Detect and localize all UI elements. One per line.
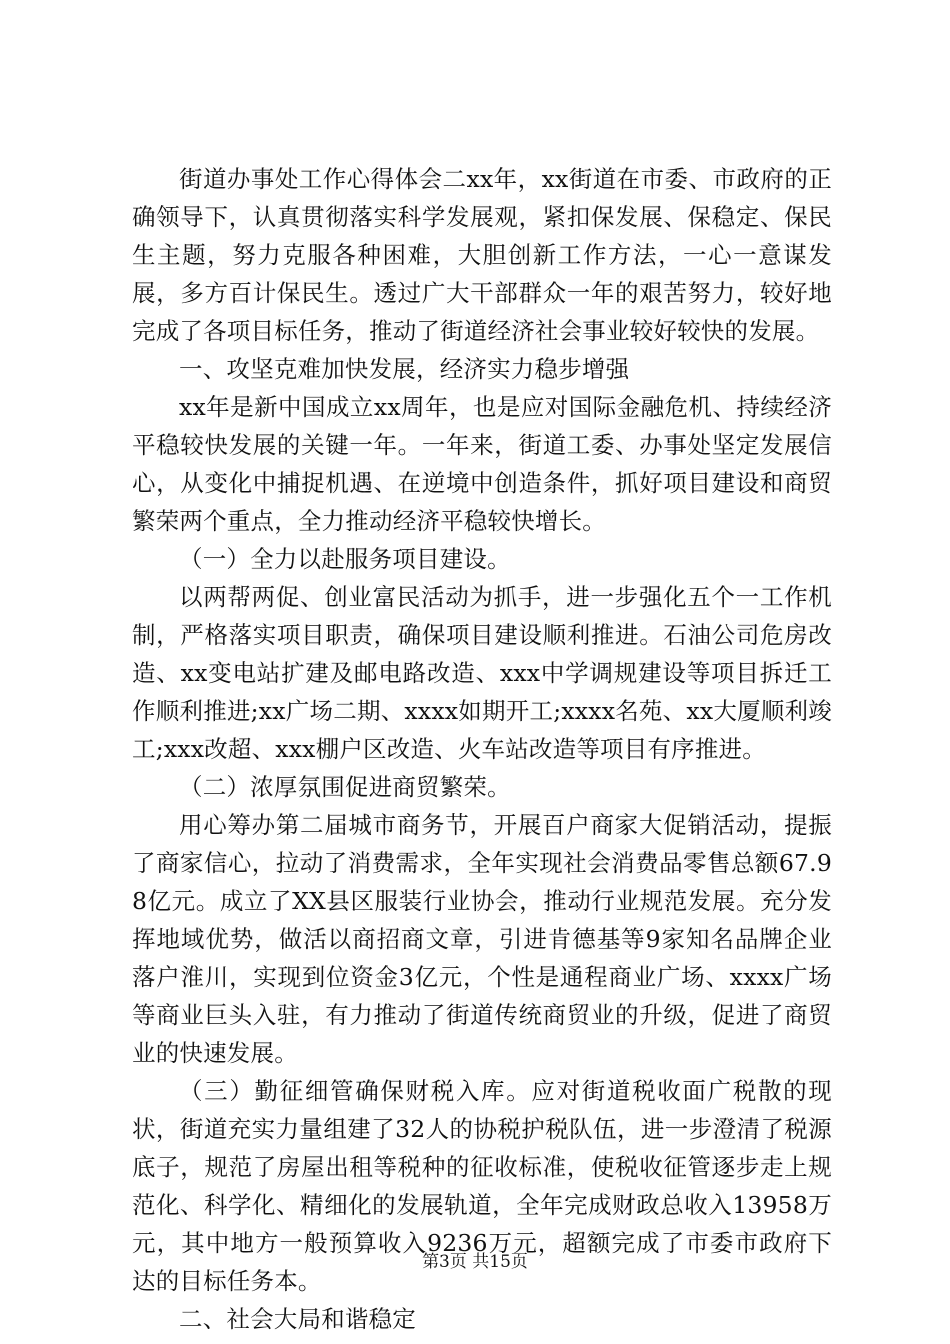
page-footer: 第3页 共15页 bbox=[422, 1252, 528, 1272]
subsection-2-paragraph: 用心筹办第二届城市商务节，开展百户商家大促销活动，提振了商家信心，拉动了消费需求，全年实现社会消费品零售总额67.98亿元。成立了XX县区服装行业协会，推动行业规范发展。充分发挥地域优势，做活以商招商文章，引进肯德基等9家知名品牌企业落户淮川，实现到位资金3亿元，个性是通程商业广场、xxxx广场等商业巨头入驻，有力推动了街道传统商贸业的升级，促进了商贸业的快速发展。 bbox=[132, 811, 832, 1067]
subsection-heading-1: （一）全力以赴服务项目建设。 bbox=[179, 545, 511, 573]
section-heading-1: 一、攻坚克难加快发展，经济实力稳步增强 bbox=[179, 355, 630, 383]
subsection-3-paragraph: （三）勤征细管确保财税入库。应对街道税收面广税散的现状，街道充实力量组建了32人的协税护税队伍，进一步澄清了税源底子，规范了房屋出租等税种的征收标准，使税收征管逐步走上规范化、科学化、精细化的发展轨道，全年完成财政总收入13958万元，其中地方一般预算收入9236万元，超额完成了市委市政府下达的目标任务本。 bbox=[132, 1077, 832, 1295]
document-body bbox=[132, 160, 832, 1338]
intro-paragraph: 街道办事处工作心得体会二xx年，xx街道在市委、市政府的正确领导下，认真贯彻落实科学发展观，紧扣保发展、保稳定、保民生主题，努力克服各种困难，大胆创新工作方法，一心一意谋发展，多方百计保民生。透过广大干部群众一年的艰苦努力，较好地完成了各项目标任务，推动了街道经济社会事业较好较快的发展。 bbox=[132, 165, 832, 345]
subsection-heading-2: （二）浓厚氛围促进商贸繁荣。 bbox=[179, 773, 511, 801]
section-heading-2: 二、社会大局和谐稳定 bbox=[179, 1305, 416, 1333]
section-1-paragraph: xx年是新中国成立xx周年，也是应对国际金融危机、持续经济平稳较快发展的关键一年。一年来，街道工委、办事处坚定发展信心，从变化中捕捉机遇、在逆境中创造条件，抓好项目建设和商贸繁荣两个重点，全力推动经济平稳较快增长。 bbox=[132, 393, 832, 535]
subsection-1-paragraph: 以两帮两促、创业富民活动为抓手，进一步强化五个一工作机制，严格落实项目职责，确保项目建设顺利推进。石油公司危房改造、xx变电站扩建及邮电路改造、xxx中学调规建设等项目拆迁工作顺利推进;xx广场二期、xxxx如期开工;xxxx名苑、xx大厦顺利竣工;xxx改超、xxx棚户区改造、火车站改造等项目有序推进。 bbox=[132, 583, 832, 763]
